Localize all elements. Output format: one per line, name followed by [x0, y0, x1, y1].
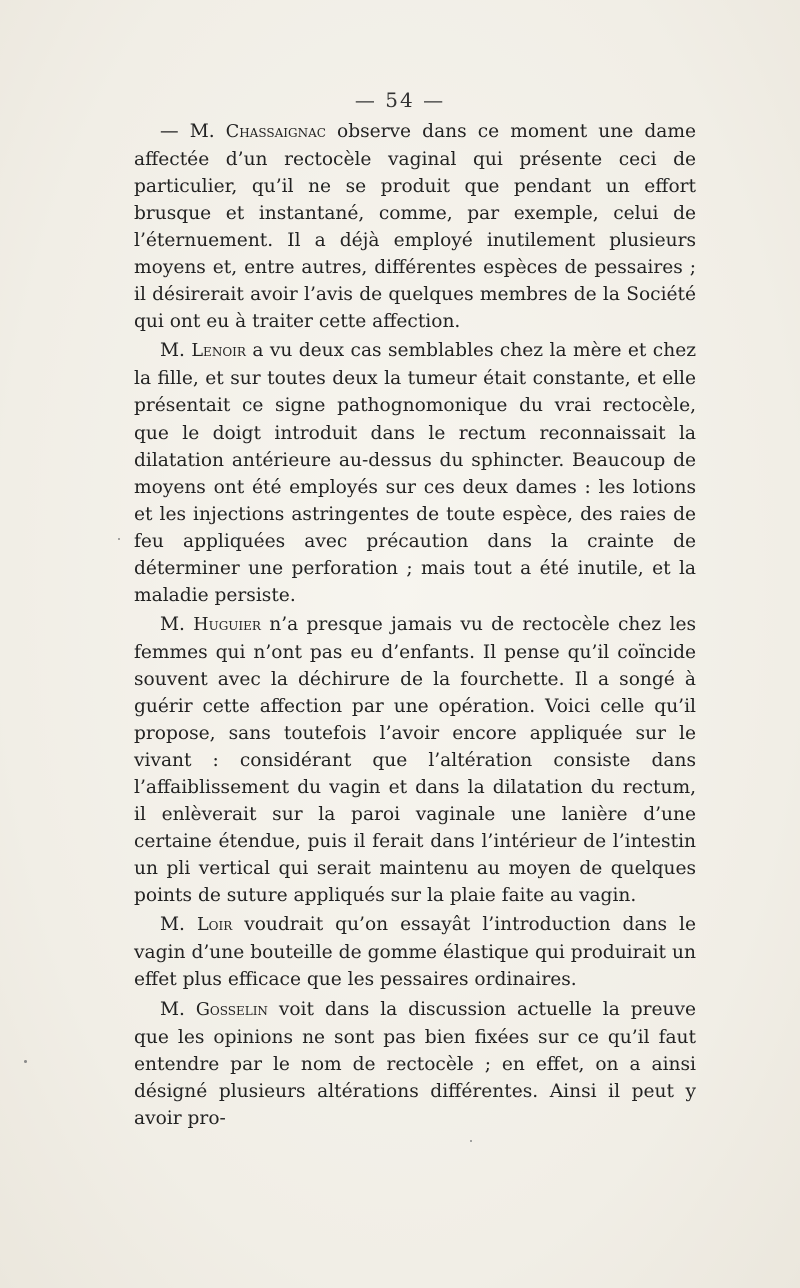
paragraph-gosselin: [134, 996, 696, 1132]
page-number: — 54 —: [354, 88, 446, 112]
paragraph-text: observe dans ce moment une dame affectée d’un rectocèle vaginal qui présente ceci de particulier, qu’il ne se produit que pendant un effort brusque et instantané, comme, par exemple, celui de l’éternuement. Il a déjà employé inutilement plusieurs moyens et, entre autres, différentes espèces de pessaires ; il désirerait avoir l’avis de quelques membres de la Société qui ont eu à traiter cette affection.: [134, 121, 696, 333]
paragraph-lead: M.: [160, 998, 196, 1020]
paragraph-loir: [134, 911, 696, 993]
paragraph-chassaignac: [134, 118, 696, 335]
scan-speck: [470, 1140, 472, 1142]
paragraph-text: voit dans la discussion actuelle la preuve que les opinions ne sont pas bien fixées sur ce qu’il faut entendre par le nom de rectocèle ; en effet, on a ainsi désigné plusieurs altérations différentes. Ainsi il peut y avoir pro-: [134, 998, 696, 1129]
paragraph-lead: M.: [160, 613, 194, 635]
speaker-name: Gosselin: [195, 999, 268, 1020]
paragraph-text: a vu deux cas semblables chez la mère et chez la fille, et sur toutes deux la tumeur était constante, et elle présentait ce signe pathognomonique du vrai rectocèle, que le doigt introduit dans le rectum reconnaissait la dilatation antérieure au-dessus du sphincter. Beaucoup de moyens ont été employés sur ces deux dames : les lotions et les injections astringentes de toute espèce, des raies de feu appliquées avec précaution dans la crainte de déterminer une perforation ; mais tout a été inutile, et la maladie persiste.: [134, 340, 696, 606]
paragraph-text: voudrait qu’on essayât l’introduction dans le vagin d’une bouteille de gomme élastique qui produirait un effet plus efficace que les pessaires ordinaires.: [134, 914, 696, 991]
speaker-name: Lenoir: [191, 341, 246, 362]
paragraph-text: n’a presque jamais vu de rectocèle chez les femmes qui n’ont pas eu d’enfants. Il pense qu’il coïncide souvent avec la déchirure de la fourchette. Il a songé à guérir cette affection par une opération. Voici celle qu’il propose, sans toutefois l’avoir encore appliquée sur le vivant : considérant que l’altération consiste dans l’affaiblissement du vagin et dans la dilatation du rectum, il enlèverait sur la paroi vaginale une lanière d’une certaine étendue, puis il ferait dans l’intérieur de l’intestin un pli vertical qui serait maintenu au moyen de quelques points de suture appliqués sur la plaie faite au vagin.: [134, 613, 696, 907]
scan-speck: [24, 1060, 27, 1063]
body-text: [134, 118, 696, 1134]
speaker-name: Huguier: [193, 614, 261, 635]
paragraph-huguier: [134, 611, 696, 910]
paragraph-lenoir: [134, 337, 696, 608]
speaker-name: Loir: [196, 915, 233, 936]
speaker-name: Chassaignac: [225, 122, 326, 142]
scan-speck: [118, 538, 120, 540]
paragraph-lead: M.: [160, 340, 192, 362]
paragraph-lead: M.: [160, 914, 197, 936]
paragraph-lead: — M.: [160, 121, 226, 142]
